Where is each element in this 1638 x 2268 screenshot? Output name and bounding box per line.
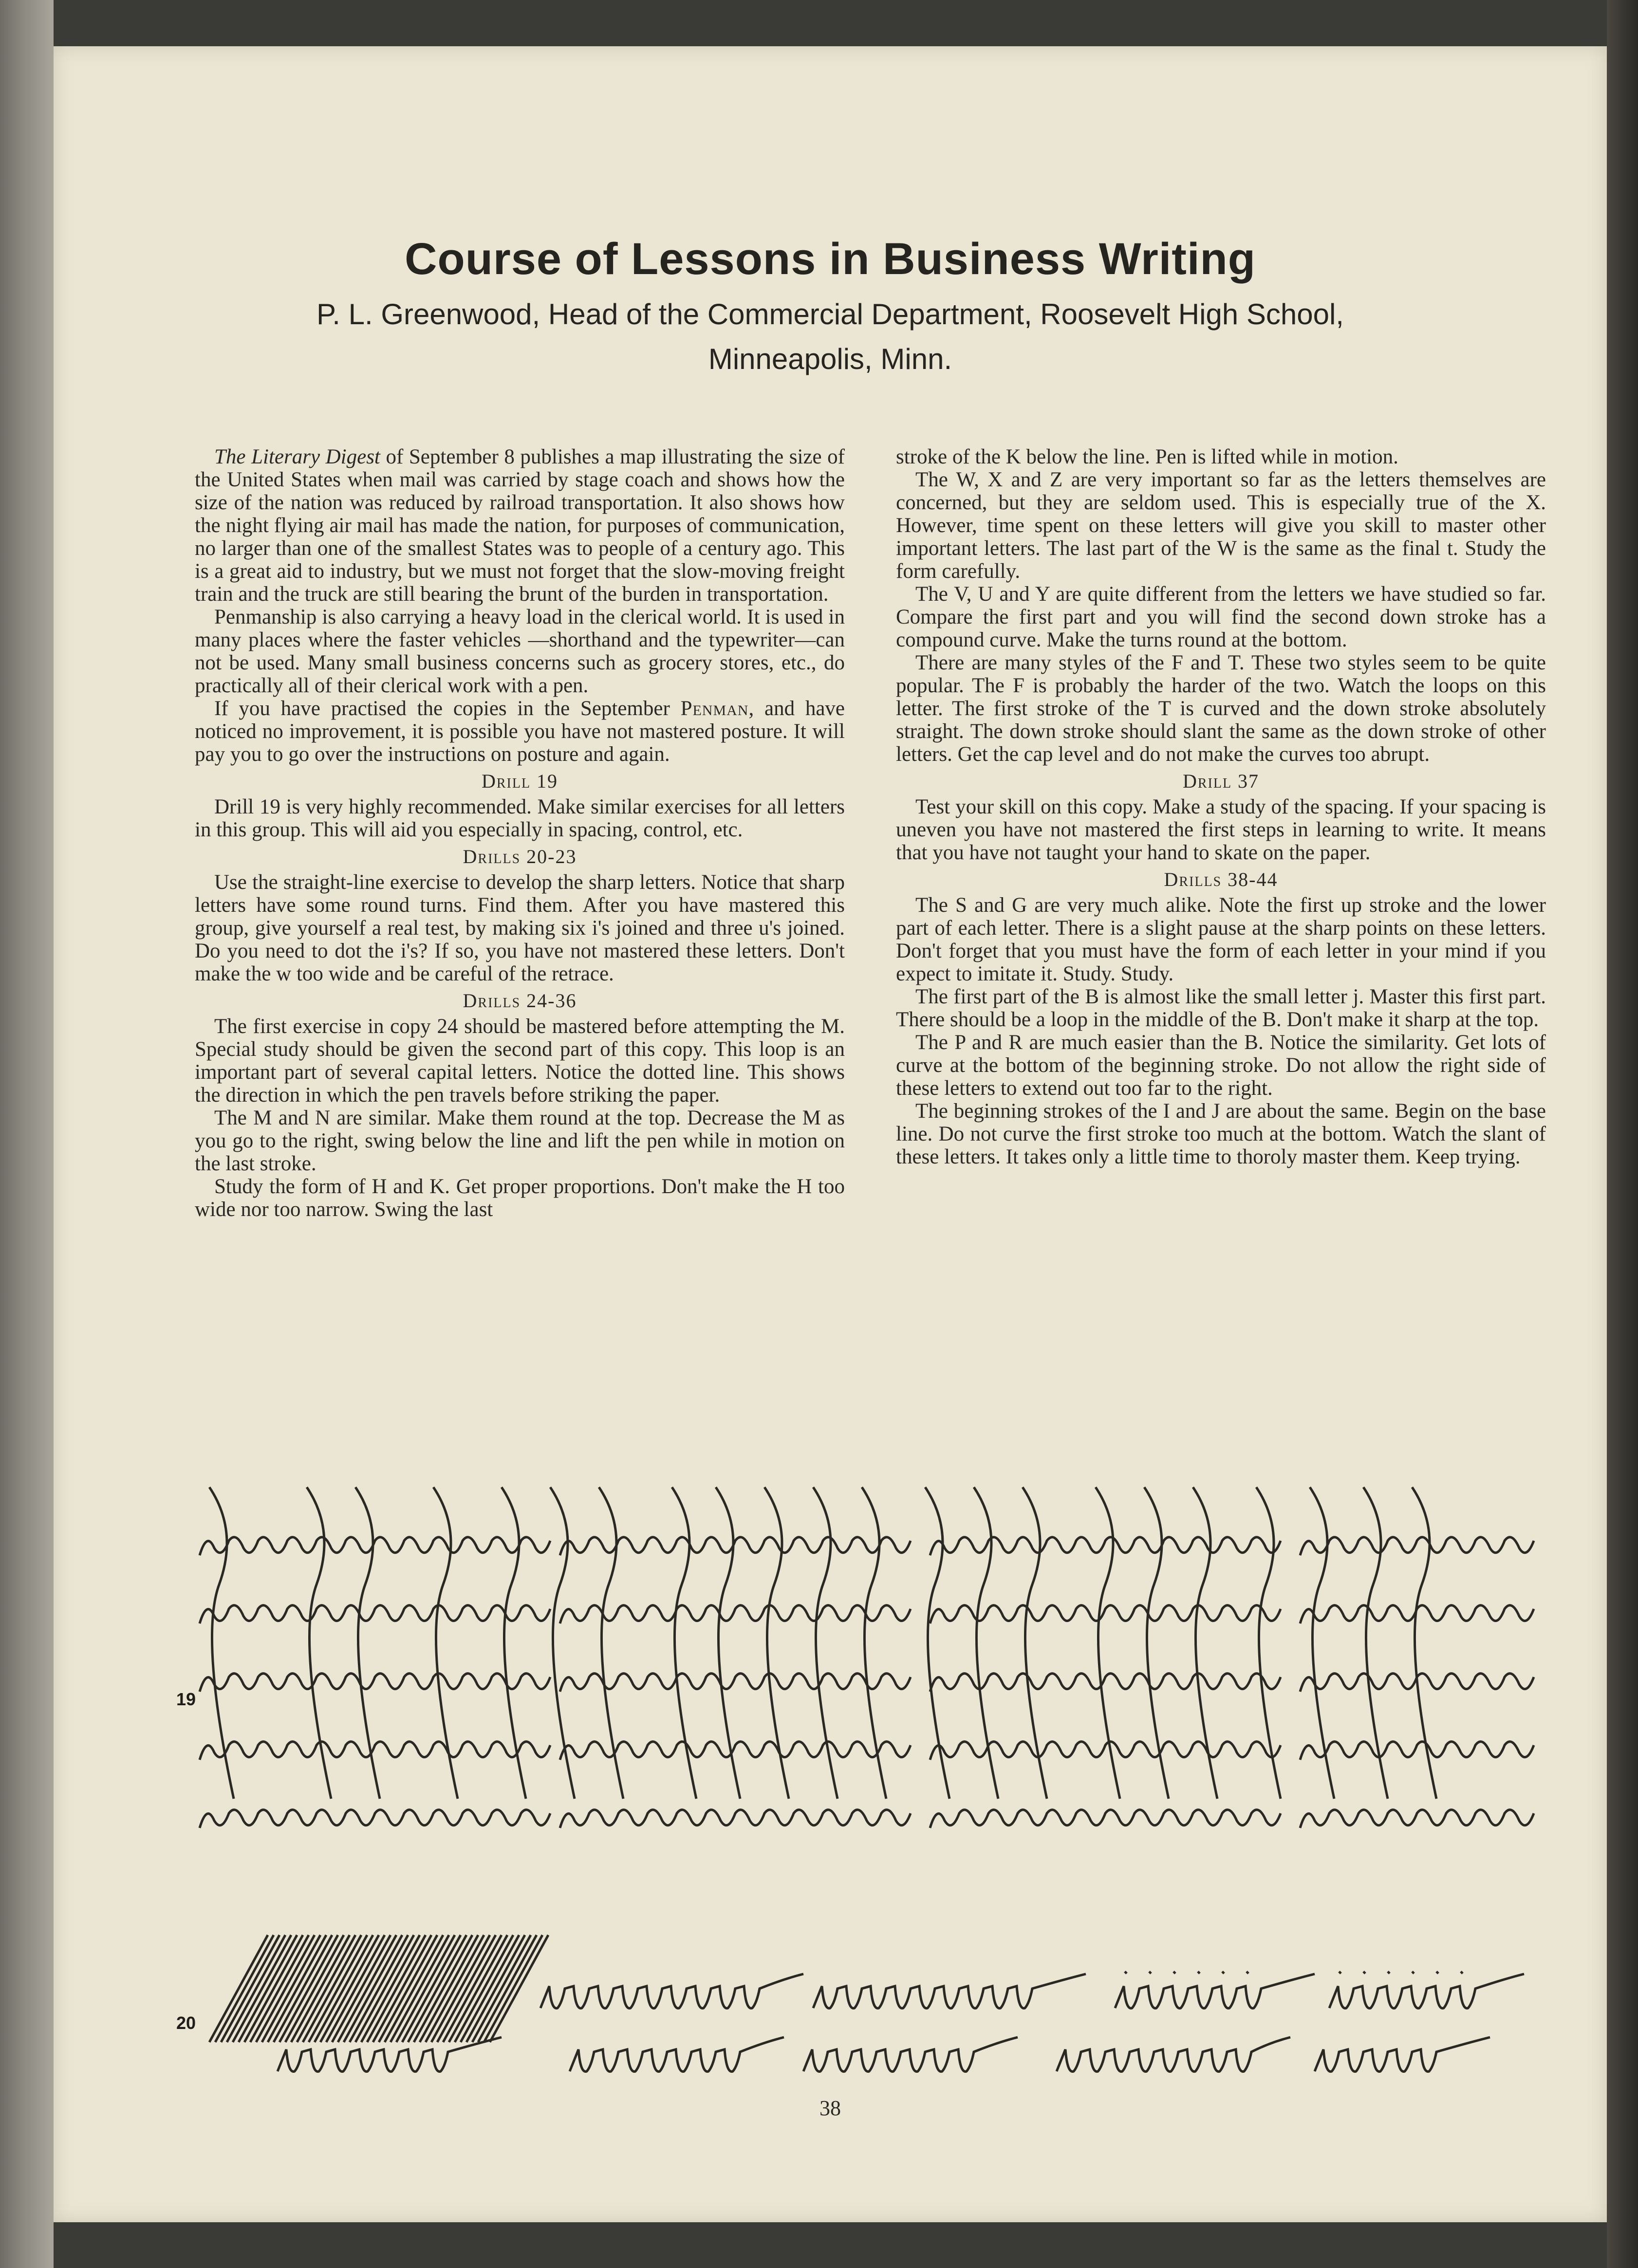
i-dot	[1247, 1972, 1248, 1973]
page-number: 38	[819, 2096, 841, 2120]
heading-drills-24-36: Drills 24-36	[463, 990, 577, 1012]
magazine-name: Penman	[680, 697, 749, 720]
slant-stroke	[672, 1487, 696, 1799]
joined-letter-row	[560, 1810, 911, 1828]
joined-letter-row	[1300, 1537, 1534, 1555]
joined-letter-row	[803, 2037, 1018, 2071]
joined-letter-row	[1300, 1605, 1534, 1623]
joined-letter-row	[930, 1537, 1281, 1555]
heading-drill-19: Drill 19	[481, 770, 558, 792]
heading-drills-38-44: Drills 38-44	[1164, 868, 1278, 890]
paragraph-vuy: The V, U and Y are quite different from the letters we have studied so far. Compare the first part and you will find the second down stroke has a compound curve. Make the turns round at the bottom.	[896, 583, 1546, 651]
i-dot	[1363, 1972, 1365, 1973]
drill-20-plate	[209, 1935, 1524, 2071]
joined-letter-row	[570, 2037, 784, 2071]
i-dot	[1125, 1972, 1127, 1973]
slant-stroke	[764, 1487, 789, 1799]
joined-letter-row	[1115, 1974, 1315, 2008]
joined-letter-row	[1315, 2037, 1490, 2071]
joined-letter-row	[540, 1974, 803, 2008]
i-dot	[1149, 1972, 1151, 1973]
straight-line-exercise	[209, 1935, 548, 2042]
i-dot	[1173, 1972, 1175, 1973]
joined-letter-row	[1300, 1810, 1534, 1828]
slant-stroke	[1096, 1487, 1120, 1799]
scan-right-edge	[1607, 0, 1638, 2268]
joined-letter-row	[930, 1605, 1281, 1623]
joined-letter-row	[930, 1742, 1281, 1760]
slant-stroke	[925, 1487, 949, 1799]
joined-letter-row	[200, 1605, 550, 1623]
joined-letter-row	[560, 1537, 911, 1555]
paragraph-p-and-r: The P and R are much easier than the B. Notice the similarity. Get lots of curve at the bottom of the beginning stroke. Do not allow the right side of these letters to extend out too far to the right.	[896, 1031, 1546, 1100]
byline-line-2: Minneapolis, Minn.	[708, 343, 952, 375]
paragraph-s-and-g: The S and G are very much alike. Note the first up stroke and the lower part of each letter. There is a slight pause at the sharp points on these letters. Don't forget that you must have the form of each letter in your mind if you expect to imitate it. Study. Study.	[896, 894, 1546, 985]
joined-letter-row	[930, 1810, 1281, 1828]
drill-19-plate	[200, 1487, 1534, 1828]
joined-letter-row	[813, 1974, 1086, 2008]
slant-stroke	[307, 1487, 331, 1799]
joined-letter-row	[930, 1674, 1281, 1692]
joined-letter-row	[560, 1605, 911, 1623]
joined-letter-row	[1057, 2037, 1290, 2071]
heading-drills-20-23: Drills 20-23	[463, 846, 577, 867]
paragraph-drill-37: Test your skill on this copy. Make a study of the spacing. If your spacing is uneven you have not mastered the first steps in learning to write. It means that you have not taught your hand to skate on the paper.	[896, 795, 1546, 864]
byline-line-1: P. L. Greenwood, Head of the Commercial Department, Roosevelt High School,	[316, 298, 1344, 331]
paragraph-i-and-j: The beginning strokes of the I and J are about the same. Begin on the base line. Do not curve the first stroke too much at the bottom. Watch the slant of these letters. It takes only a little time to thoroly master them. Keep trying.	[896, 1100, 1546, 1168]
i-dot	[1388, 1972, 1390, 1973]
slant-stroke	[1193, 1487, 1217, 1799]
i-dot	[1436, 1972, 1438, 1973]
paragraph-drills-24-36-c: Study the form of H and K. Get proper proportions. Don't make the H too wide nor too narrow. Swing the last	[195, 1175, 845, 1221]
slant-stroke	[433, 1487, 458, 1799]
joined-letter-row	[1300, 1742, 1534, 1760]
i-dot	[1198, 1972, 1200, 1973]
joined-letter-row	[200, 1674, 550, 1692]
i-dot	[1412, 1972, 1414, 1973]
joined-letter-row	[278, 2037, 502, 2071]
paragraph-penmanship: Penmanship is also carrying a heavy load in the clerical world. It is used in many places where the faster vehicles —shorthand and the typewriter—can not be used. Many small business concerns such as grocery stores, etc., do practically all of their clerical work with a pen.	[195, 606, 845, 697]
i-dot	[1339, 1972, 1341, 1973]
penmanship-plates	[54, 46, 1607, 2222]
paragraph-intro: The Literary Digest of September 8 publishes a map illustrating the size of the United States when mail was carried by stage coach and shows how the size of the nation was reduced by railroad transportation. It also shows how the night flying air mail has made the nation, for purposes of communication, no larger than one of the smallest States was to people of a century ago. This is a great aid to industry, but we must not forget that the slow-moving freight train and the truck are still bearing the brunt of the burden in transportation.	[195, 445, 845, 606]
i-dot	[1222, 1972, 1224, 1973]
drill-20-label: 20	[176, 2013, 196, 2033]
drill-19-label: 19	[176, 1689, 196, 1709]
magazine-page	[54, 46, 1607, 2222]
paragraph-september-copies: If you have practised the copies in the September Penman, and have noticed no improvement, it is possible you have not mastered posture. It will pay you to go over the instructions on posture and again.	[195, 697, 845, 766]
paragraph-continuation: stroke of the K below the line. Pen is lifted while in motion.	[896, 445, 1398, 468]
paragraph-b: The first part of the B is almost like the small letter j. Master this first part. There should be a loop in the middle of the B. Don't make it sharp at the top.	[896, 985, 1546, 1031]
scan-binding-edge	[0, 0, 54, 2268]
joined-letter-row	[1329, 1974, 1524, 2008]
i-dot	[1461, 1972, 1463, 1973]
paragraph-drills-20-23: Use the straight-line exercise to develop the sharp letters. Notice that sharp letters have some round turns. Find them. After you have mastered this group, give yourself a real test, by making six i's joined and three u's joined. Do you need to dot the i's? If so, you have not mastered these letters. Don't make the w too wide and be careful of the retrace.	[195, 871, 845, 985]
article-title: Course of Lessons in Business Writing	[405, 234, 1256, 284]
paragraph-wxz: The W, X and Z are very important so far as the letters themselves are concerned, but they are seldom used. This is especially true of the X. However, time spent on these letters will give you skill to master other important letters. The last part of the W is the same as the final t. Study the form carefully.	[896, 468, 1546, 583]
slant-stroke	[1412, 1487, 1436, 1799]
paragraph-drills-24-36-a: The first exercise in copy 24 should be mastered before attempting the M. Special study should be given the second part of this copy. This loop is an important part of several capital letters. Notice the dotted line. This shows the direction in which the pen travels before striking the paper.	[195, 1015, 845, 1106]
slant-stroke	[813, 1487, 838, 1799]
paragraph-f-and-t: There are many styles of the F and T. These two styles seem to be quite popular. The F is probably the harder of the two. Watch the loops on this letter. The first stroke of the T is curved and the down stroke absolutely straight. The down stroke should slant the same as the down stroke of other letters. Get the cap level and do not make the curves too abrupt.	[896, 651, 1546, 766]
joined-letter-row	[200, 1537, 550, 1555]
joined-letter-row	[200, 1742, 550, 1760]
publication-name: The Literary Digest	[214, 445, 380, 468]
paragraph-drill-19: Drill 19 is very highly recommended. Make similar exercises for all letters in this group. This will aid you especially in spacing, control, etc.	[195, 795, 845, 841]
joined-letter-row	[560, 1674, 911, 1692]
joined-letter-row	[200, 1810, 550, 1828]
heading-drill-37: Drill 37	[1182, 770, 1260, 792]
paragraph-drills-24-36-b: The M and N are similar. Make them round at the top. Decrease the M as you go to the right, swing below the line and lift the pen while in motion on the last stroke.	[195, 1106, 845, 1175]
